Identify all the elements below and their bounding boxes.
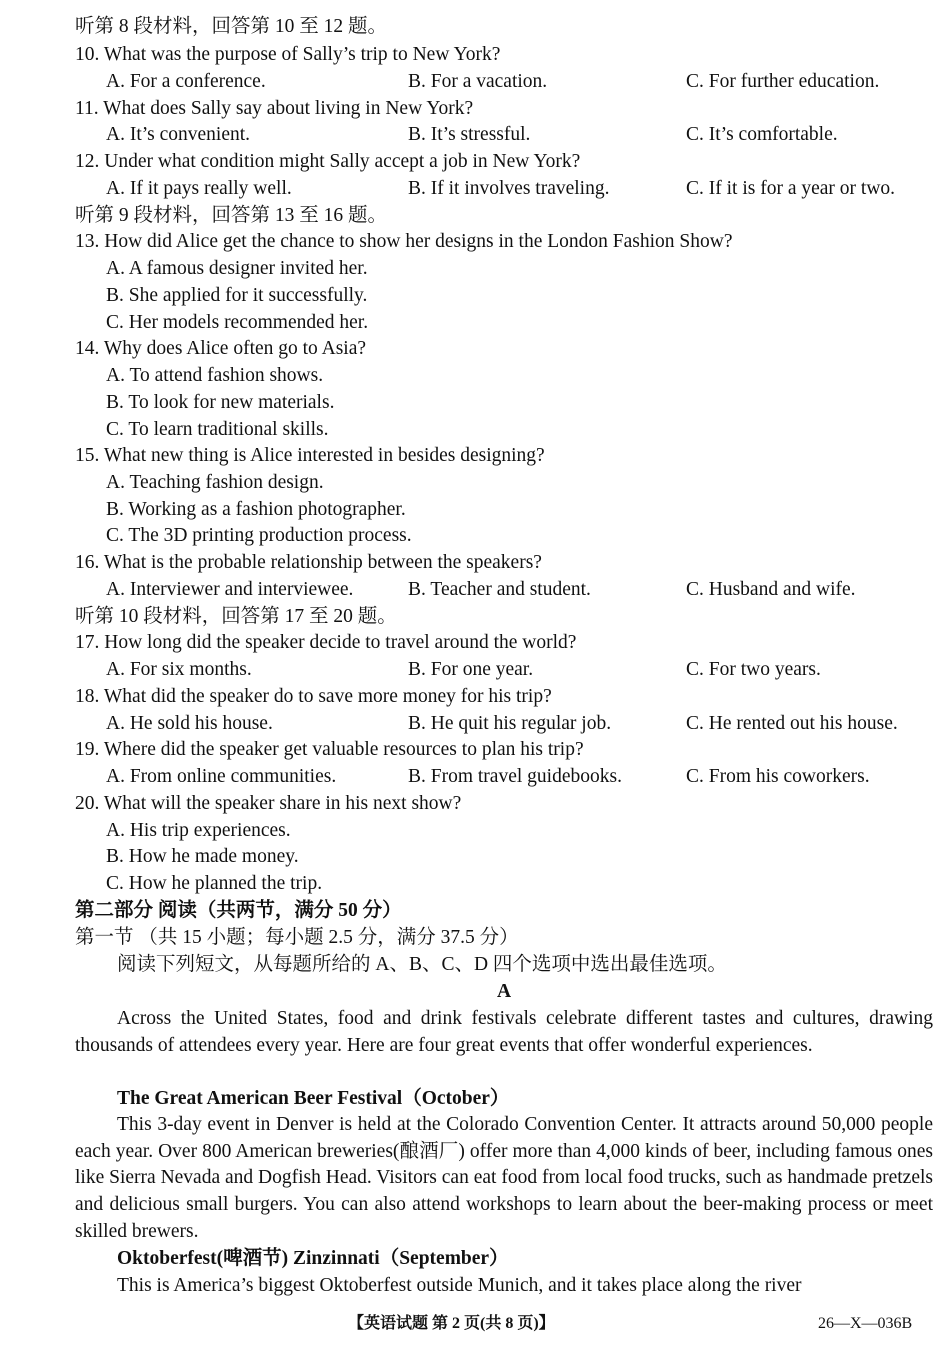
q12-option-c: C. If it is for a year or two.: [686, 178, 896, 199]
q18-option-a: A. He sold his house.: [106, 713, 273, 734]
q15-option-c: C. The 3D printing production process.: [106, 525, 412, 546]
event2-title: Oktoberfest(啤酒节) Zinzinnati（September）: [117, 1248, 509, 1269]
section10-header: 听第 10 段材料，回答第 17 至 20 题。: [75, 606, 397, 627]
q20-option-c: C. How he planned the trip.: [106, 873, 323, 894]
q10-option-a: A. For a conference.: [106, 71, 266, 92]
question-18: 18. What did the speaker do to save more money for his trip?: [75, 686, 552, 707]
q20-option-b: B. How he made money.: [106, 846, 299, 867]
q20-option-a: A. His trip experiences.: [106, 820, 291, 841]
q12-option-a: A. If it pays really well.: [106, 178, 292, 199]
question-11: 11. What does Sally say about living in New York?: [75, 98, 474, 119]
q19-option-c: C. From his coworkers.: [686, 766, 870, 787]
q13-option-c: C. Her models recommended her.: [106, 312, 369, 333]
q18-option-c: C. He rented out his house.: [686, 713, 898, 734]
question-19: 19. Where did the speaker get valuable resources to plan his trip?: [75, 739, 584, 760]
q14-option-a: A. To attend fashion shows.: [106, 365, 324, 386]
q15-option-a: A. Teaching fashion design.: [106, 472, 324, 493]
q16-option-a: A. Interviewer and interviewee.: [106, 579, 354, 600]
q13-option-b: B. She applied for it successfully.: [106, 285, 368, 306]
passage-label: A: [496, 981, 512, 1002]
q11-option-c: C. It’s comfortable.: [686, 124, 838, 145]
q17-option-c: C. For two years.: [686, 659, 821, 680]
part2-instruction: 阅读下列短文，从每题所给的 A、B、C、D 四个选项中选出最佳选项。: [117, 954, 727, 975]
q15-option-b: B. Working as a fashion photographer.: [106, 499, 406, 520]
q16-option-c: C. Husband and wife.: [686, 579, 856, 600]
q17-option-a: A. For six months.: [106, 659, 252, 680]
q11-option-a: A. It’s convenient.: [106, 124, 251, 145]
question-14: 14. Why does Alice often go to Asia?: [75, 338, 367, 359]
section8-header: 听第 8 段材料，回答第 10 至 12 题。: [75, 16, 388, 37]
section9-header: 听第 9 段材料，回答第 13 至 16 题。: [75, 205, 388, 226]
q10-option-c: C. For further education.: [686, 71, 880, 92]
q10-option-b: B. For a vacation.: [408, 71, 548, 92]
q18-option-b: B. He quit his regular job.: [408, 713, 612, 734]
question-20: 20. What will the speaker share in his next show?: [75, 793, 462, 814]
event1-body: This 3-day event in Denver is held at the Colorado Convention Center. It attracts around 50,000 people each year. Over 800 American breweries(酿酒厂) offer more than 4,000 kinds of beer, including famous ones like Sierra Nevada and Dogfish Head. Visitors can eat food from local food trucks, such as handmade pretzels and delicious small burgers. You can also attend workshops to learn about the beer-making process or meet skilled brewers.: [75, 1114, 933, 1242]
q14-option-b: B. To look for new materials.: [106, 392, 335, 413]
question-15: 15. What new thing is Alice interested in besides designing?: [75, 445, 545, 466]
question-16: 16. What is the probable relationship between the speakers?: [75, 552, 542, 573]
q17-option-b: B. For one year.: [408, 659, 534, 680]
q16-option-b: B. Teacher and student.: [408, 579, 591, 600]
exam-code: 26—X—036B: [818, 1315, 913, 1332]
part2-title: 第二部分 阅读（共两节，满分 50 分）: [75, 900, 402, 921]
passage-intro: Across the United States, food and drink festivals celebrate different tastes and cultures, drawing thousands of attendees every year. Here are four great events that offer wonderful experiences.: [75, 1008, 933, 1056]
question-13: 13. How did Alice get the chance to show her designs in the London Fashion Show?: [75, 231, 733, 252]
part2-subtitle: 第一节 （共 15 小题；每小题 2.5 分，满分 37.5 分）: [75, 927, 519, 948]
page-footer: 【英语试题 第 2 页(共 8 页)】: [348, 1315, 555, 1332]
question-10: 10. What was the purpose of Sally’s trip to New York?: [75, 44, 501, 65]
q19-option-a: A. From online communities.: [106, 766, 337, 787]
q19-option-b: B. From travel guidebooks.: [408, 766, 622, 787]
q13-option-a: A. A famous designer invited her.: [106, 258, 368, 279]
q12-option-b: B. If it involves traveling.: [408, 178, 610, 199]
q11-option-b: B. It’s stressful.: [408, 124, 531, 145]
event1-title: The Great American Beer Festival（October）: [117, 1088, 510, 1109]
q14-option-c: C. To learn traditional skills.: [106, 419, 329, 440]
question-12: 12. Under what condition might Sally accept a job in New York?: [75, 151, 581, 172]
event2-body: This is America’s biggest Oktoberfest outside Munich, and it takes place along the river: [117, 1275, 802, 1296]
question-17: 17. How long did the speaker decide to travel around the world?: [75, 632, 577, 653]
